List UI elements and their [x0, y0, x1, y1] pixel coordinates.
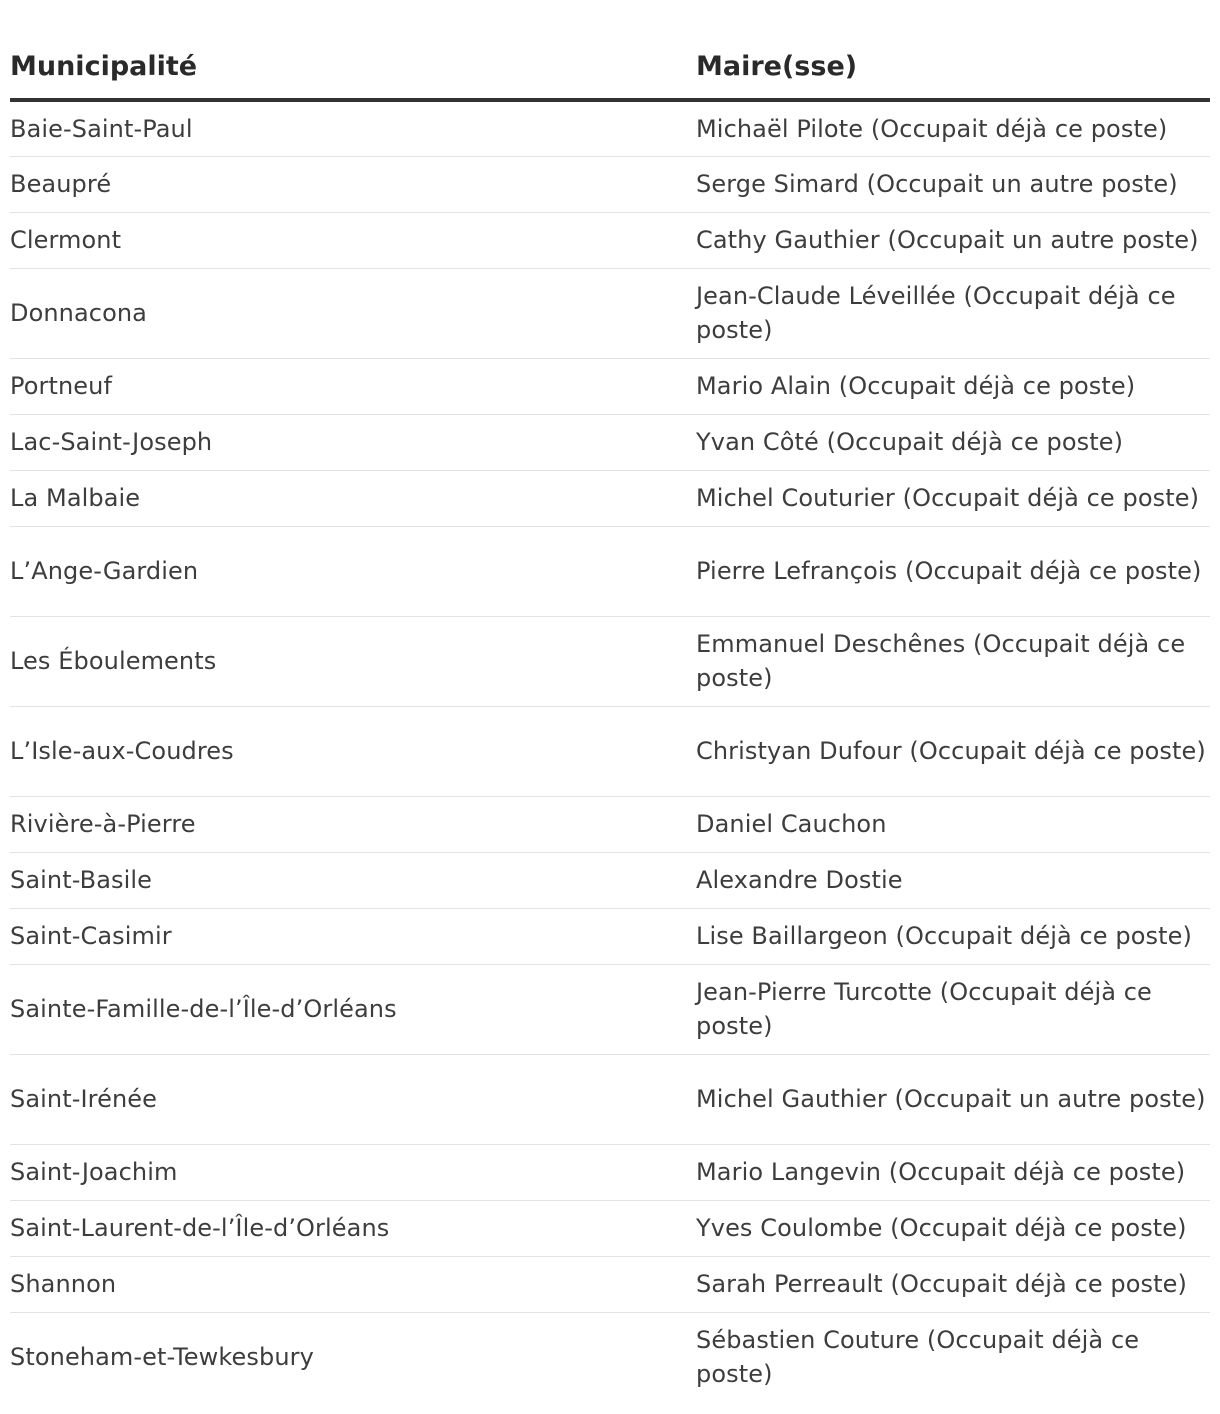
municipality-cell: Beaupré: [10, 156, 696, 212]
mayor-cell: Cathy Gauthier (Occupait un autre poste): [696, 212, 1210, 268]
municipality-cell: Clermont: [10, 212, 696, 268]
table-row: [10, 908, 1210, 964]
mayor-cell: Michel Gauthier (Occupait un autre poste): [696, 1054, 1210, 1144]
mayor-cell: Alexandre Dostie: [696, 852, 1210, 908]
table-row: [10, 414, 1210, 470]
header-row: [10, 0, 1210, 100]
mayor-cell: Michaël Pilote (Occupait déjà ce poste): [696, 100, 1210, 156]
mayor-cell: Yvan Côté (Occupait déjà ce poste): [696, 414, 1210, 470]
mayor-cell: Pierre Lefrançois (Occupait déjà ce poste): [696, 526, 1210, 616]
municipality-cell: Rivière-à-Pierre: [10, 796, 696, 852]
table-row: [10, 212, 1210, 268]
municipality-cell: Saint-Basile: [10, 852, 696, 908]
mayor-cell: Sébastien Couture (Occupait déjà ce poste): [696, 1326, 1140, 1389]
mayors-table-container: [10, 0, 1210, 1402]
table-row: [10, 1256, 1210, 1312]
municipality-cell: Portneuf: [10, 358, 696, 414]
table-row: [10, 796, 1210, 852]
mayor-cell: Lise Baillargeon (Occupait déjà ce poste): [696, 908, 1210, 964]
municipality-cell: Saint-Irénée: [10, 1054, 696, 1144]
table-row: [10, 706, 1210, 796]
mayor-cell: Emmanuel Deschênes (Occupait déjà ce poste): [696, 616, 1210, 706]
mayor-cell: Mario Langevin (Occupait déjà ce poste): [696, 1144, 1210, 1200]
municipality-cell: L’Isle-aux-Coudres: [10, 706, 696, 796]
column-header-mayor: Maire(sse): [696, 0, 1210, 100]
table-row: [10, 1312, 1210, 1402]
mayor-cell: Michel Couturier (Occupait déjà ce poste): [696, 470, 1210, 526]
table-row: [10, 358, 1210, 414]
table-row: [10, 526, 1210, 616]
mayor-cell: Serge Simard (Occupait un autre poste): [696, 156, 1210, 212]
mayor-cell: Mario Alain (Occupait déjà ce poste): [696, 358, 1210, 414]
mayor-cell: Jean-Pierre Turcotte (Occupait déjà ce poste): [696, 964, 1210, 1054]
table-row: [10, 470, 1210, 526]
municipality-cell: Saint-Laurent-de-l’Île-d’Orléans: [10, 1200, 696, 1256]
municipality-cell: La Malbaie: [10, 470, 696, 526]
mayors-table: [10, 0, 1210, 1402]
table-header: [10, 0, 1210, 100]
mayor-cell: Daniel Cauchon: [696, 796, 1210, 852]
municipality-cell: Donnacona: [10, 268, 696, 358]
municipality-cell: Sainte-Famille-de-l’Île-d’Orléans: [10, 964, 696, 1054]
mayor-cell: Yves Coulombe (Occupait déjà ce poste): [696, 1200, 1210, 1256]
municipality-cell: Les Éboulements: [10, 616, 696, 706]
table-row: [10, 100, 1210, 156]
mayor-cell: Jean-Claude Léveillée (Occupait déjà ce poste): [696, 268, 1210, 358]
table-row: [10, 1200, 1210, 1256]
table-row: [10, 852, 1210, 908]
municipality-cell: Baie-Saint-Paul: [10, 100, 696, 156]
table-row: [10, 1144, 1210, 1200]
municipality-cell: Shannon: [10, 1256, 696, 1312]
table-row: [10, 1054, 1210, 1144]
mayor-cell: Sarah Perreault (Occupait déjà ce poste): [696, 1256, 1210, 1312]
table-row: [10, 156, 1210, 212]
municipality-cell: Lac-Saint-Joseph: [10, 414, 696, 470]
column-header-municipality: Municipalité: [10, 0, 696, 100]
table-body: [10, 100, 1210, 1402]
mayor-cell: Christyan Dufour (Occupait déjà ce poste): [696, 706, 1210, 796]
table-row: [10, 268, 1210, 358]
municipality-cell: L’Ange-Gardien: [10, 526, 696, 616]
municipality-cell: Stoneham-et-Tewkesbury: [10, 1343, 314, 1372]
table-row: [10, 964, 1210, 1054]
municipality-cell: Saint-Joachim: [10, 1144, 696, 1200]
table-row: [10, 616, 1210, 706]
municipality-cell: Saint-Casimir: [10, 908, 696, 964]
